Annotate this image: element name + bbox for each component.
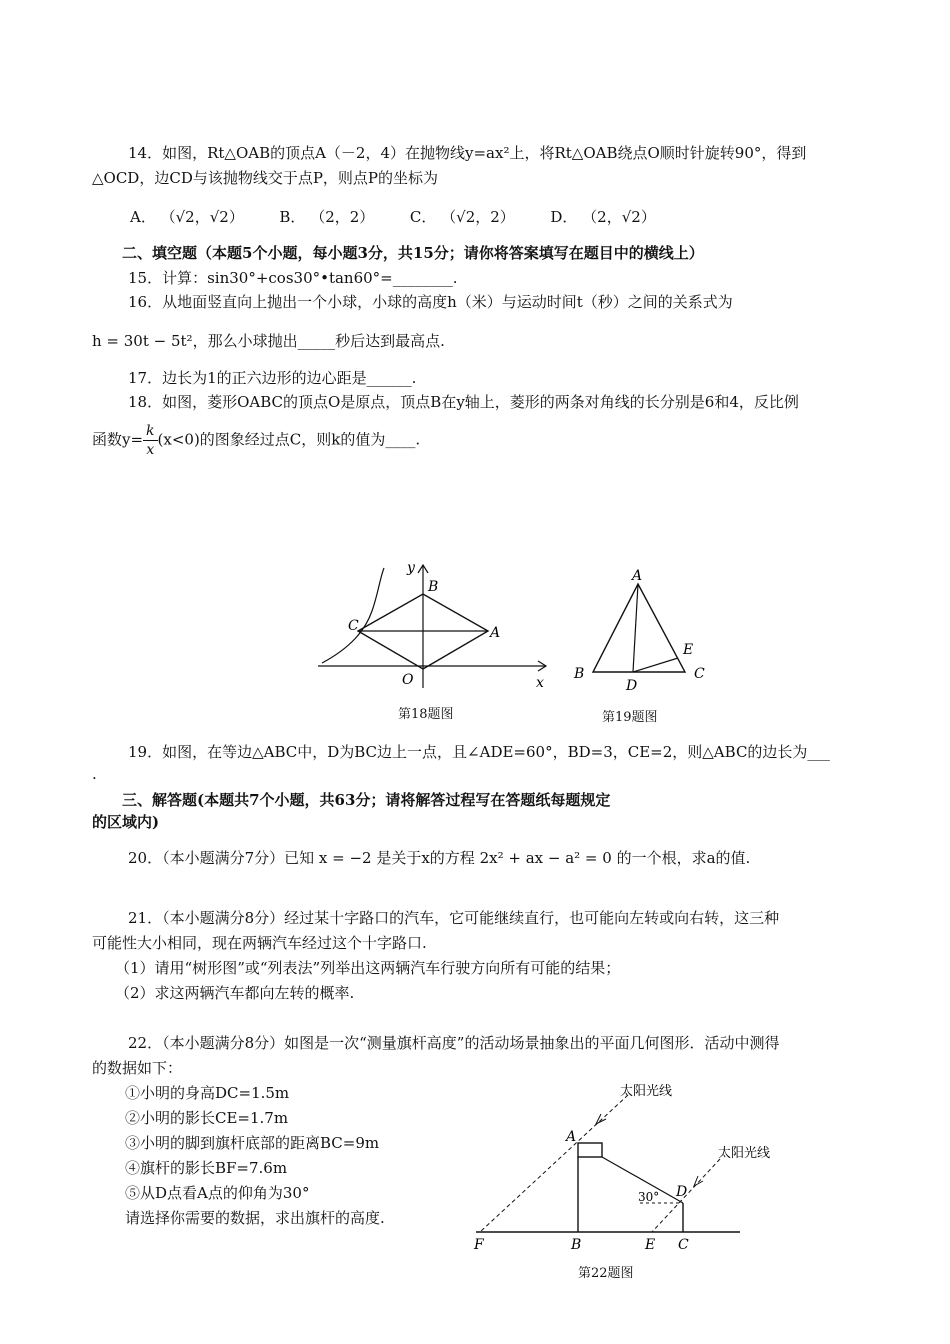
q18-fraction — [143, 422, 157, 459]
q22-data-3: ③小明的脚到旗杆底部的距离BC=9m — [125, 1134, 380, 1152]
fig19-segment-de — [633, 658, 678, 672]
q14-options — [130, 207, 656, 227]
q15: 15．计算：sin30°+cos30°•tan60°=________. — [128, 269, 458, 287]
q22-data-4: ④旗杆的影长BF=7.6m — [125, 1159, 288, 1177]
q14-option-c: （√2，2） — [441, 208, 515, 226]
fig22-caption: 第22题图 — [578, 1266, 634, 1281]
q14-option-b-label: B． — [279, 208, 306, 226]
q17: 17．边长为1的正六边形的边心距是______. — [128, 369, 417, 387]
fig19-label-c: C — [694, 666, 705, 682]
q18-line2 — [92, 422, 420, 459]
fig22-label-a: A — [566, 1129, 577, 1145]
fig19-label-d: D — [626, 678, 638, 694]
q22-data-1: ①小明的身高DC=1.5m — [125, 1084, 290, 1102]
q21-line2: 可能性大小相同，现在两辆汽车经过这个十字路口. — [92, 934, 427, 952]
fig18-hyperbola — [322, 568, 384, 663]
fig22-label-f: F — [474, 1237, 484, 1253]
fig22-sun-label-1: 太阳光线 — [620, 1084, 673, 1099]
q19-line2: . — [92, 765, 97, 783]
figure-22 — [468, 1075, 788, 1260]
q22-data-2: ②小明的影长CE=1.7m — [125, 1109, 289, 1127]
q14-option-b: （2，2） — [310, 208, 375, 226]
fig19-label-e: E — [683, 642, 694, 658]
q22-line2: 的数据如下： — [92, 1059, 183, 1077]
section3-heading-line2: 的区域内) — [92, 813, 160, 831]
fig18-label-c: C — [348, 618, 359, 634]
fig19-label-a: A — [632, 568, 643, 584]
fig22-flag — [578, 1143, 602, 1157]
q16-line2: h = 30t − 5t²，那么小球抛出_____秒后达到最高点. — [92, 332, 445, 350]
figure-19 — [568, 564, 718, 694]
fig18-label-x: x — [536, 675, 544, 691]
section2-heading: 二、填空题（本题5个小题，每小题3分，共15分；请你将答案填写在题目中的横线上） — [122, 244, 704, 262]
fig22-arrow-2 — [694, 1176, 703, 1186]
fig22-sun-label-2: 太阳光线 — [718, 1146, 771, 1161]
q22-line1: 22．（本小题满分8分）如图是一次“测量旗杆高度”的活动场景抽象出的平面几何图形．活动中测得 — [128, 1034, 780, 1052]
q14-option-c-label: C． — [409, 208, 437, 226]
q20: 20．（本小题满分7分）已知 x = −2 是关于x的方程 2x² + ax − a² = 0 的一个根，求a的值. — [128, 849, 751, 867]
fig18-label-y: y — [407, 560, 415, 576]
q18-line2-suffix: (x<0)的图象经过点C，则k的值为____. — [157, 430, 421, 449]
fig22-label-c: C — [678, 1237, 689, 1253]
fig22-label-e: E — [645, 1237, 656, 1253]
section3-heading-line1: 三、解答题(本题共7个小题，共63分；请将解答过程写在答题纸每题规定 — [122, 791, 611, 809]
fig22-label-b: B — [571, 1237, 582, 1253]
q18-line1: 18．如图，菱形OABC的顶点O是原点，顶点B在y轴上，菱形的两条对角线的长分别是6和4，反比例 — [128, 393, 799, 411]
fig18-label-o: O — [402, 672, 414, 688]
q18-frac-num: k — [143, 422, 157, 441]
fig19-caption: 第19题图 — [602, 710, 658, 725]
fig18-label-a: A — [490, 625, 501, 641]
q21-sub1: （1）请用“树形图”或“列表法”列举出这两辆汽车行驶方向所有可能的结果； — [115, 959, 621, 977]
q14-line2: △OCD，边CD与该抛物线交于点P，则点P的坐标为 — [92, 169, 439, 187]
figure-18 — [310, 556, 560, 696]
fig18-caption: 第18题图 — [398, 707, 454, 722]
fig18-label-b: B — [428, 579, 439, 595]
q22-ask: 请选择你需要的数据，求出旗杆的高度. — [125, 1209, 385, 1227]
fig22-label-d: D — [676, 1184, 688, 1200]
fig19-triangle-abc — [593, 584, 685, 672]
q16-line1: 16．从地面竖直向上抛出一个小球，小球的高度h（米）与运动时间t（秒）之间的关系式为 — [128, 293, 733, 311]
q22-data-5: ⑤从D点看A点的仰角为30° — [125, 1184, 310, 1202]
q21-line1: 21．（本小题满分8分）经过某十字路口的汽车，它可能继续直行，也可能向左转或向右转，这三种 — [128, 909, 780, 927]
q21-sub2: （2）求这两辆汽车都向左转的概率. — [115, 984, 355, 1002]
q14-option-a-label: A． — [130, 208, 156, 226]
q14-option-d-label: D． — [550, 208, 578, 226]
q14-option-d: （2，√2） — [582, 208, 656, 226]
q18-frac-den: x — [146, 442, 155, 458]
fig22-angle-label: 30° — [638, 1190, 660, 1204]
q19-line1: 19．如图，在等边△ABC中，D为BC边上一点，且∠ADE=60°，BD=3，CE=2，则△ABC的边长为___ — [128, 743, 830, 761]
q14-option-a: （√2，√2） — [160, 208, 244, 226]
fig19-segment-ad — [633, 584, 638, 672]
fig19-label-b: B — [574, 666, 585, 682]
fig22-arrow-1 — [596, 1114, 606, 1124]
q18-line2-prefix: 函数y= — [92, 430, 144, 449]
fig22-sun-ray-af — [480, 1095, 628, 1232]
q14-line1: 14．如图，Rt△OAB的顶点A（－2，4）在抛物线y=ax²上，将Rt△OAB绕点O顺时针旋转90°，得到 — [128, 144, 807, 162]
